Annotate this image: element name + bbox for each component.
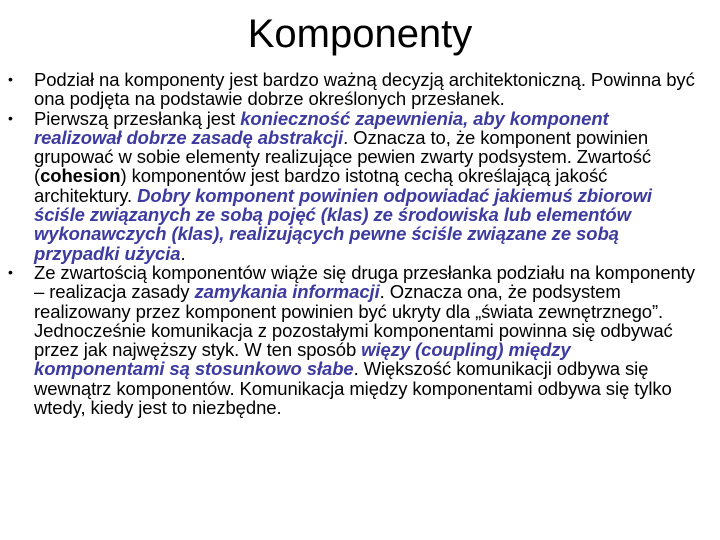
bullet-item-2 <box>0 109 720 263</box>
slide-title: Komponenty <box>247 12 473 56</box>
bullet-3-text-1: Ze zwartością komponentów wiąże się druga przesłanka podziału na komponenty – realizacja zasady <box>34 261 695 303</box>
bullet-2-text-2: . Oznacza to, że komponent powinien grupować w sobie elementy realizujące pewien zwarty podsystem. Zwartość ( <box>34 126 652 187</box>
bullet-2-text-3: ) komponentów jest bardzo istotną cechą określającą jakość architektury. <box>34 165 608 206</box>
bullet-item-3 <box>0 263 720 417</box>
bullet-list <box>0 70 720 417</box>
bullet-marker-icon: • <box>8 71 13 87</box>
bullet-2-emphasis-good-component: Dobry komponent powinien odpowiadać jakiemuś zbiorowi ściśle związanych ze sobą pojęć (klas) ze środowiska lub elementów wykonawczych (klas), realizujących pewne ściśle związane ze sobą przypadki użycia <box>34 184 652 264</box>
bullet-2-cohesion-term: cohesion <box>40 165 121 187</box>
bullet-3-emphasis-coupling: więzy (coupling) między komponentami są stosunkowo słabe <box>34 339 571 380</box>
bullet-3-text-3: . Większość komunikacji odbywa się wewnątrz komponentów. Komunikacja między komponentami odbywa się tylko wtedy, kiedy jest to niezbędne. <box>34 358 672 419</box>
bullet-3-text-2: . Oznacza ona, że podsystem realizowany przez komponent powinien być ukryty dla „świata zewnętrznego”. Jednocześnie komunikacja z pozostałymi komponentami powinna się odbywać przez jak najwęższy styk. W ten sposób <box>34 281 673 361</box>
bullet-item-1 <box>0 70 720 109</box>
bullet-2-text-1: Pierwszą przesłanką jest <box>34 107 241 129</box>
bullet-1-text: Podział na komponenty jest bardzo ważną decyzją architektoniczną. Powinna być ona podjęta na podstawie dobrze określonych przesłanek. <box>34 69 695 110</box>
bullet-3-emphasis-information-hiding: zamykania informacji <box>194 281 380 303</box>
bullet-marker-icon: • <box>8 263 13 280</box>
bullet-2-text-4: . <box>180 242 186 264</box>
bullet-2-emphasis-abstraction: konieczność zapewnienia, aby komponent realizował dobrze zasadę abstrakcji <box>34 107 609 148</box>
bullet-marker-icon: • <box>8 109 13 126</box>
